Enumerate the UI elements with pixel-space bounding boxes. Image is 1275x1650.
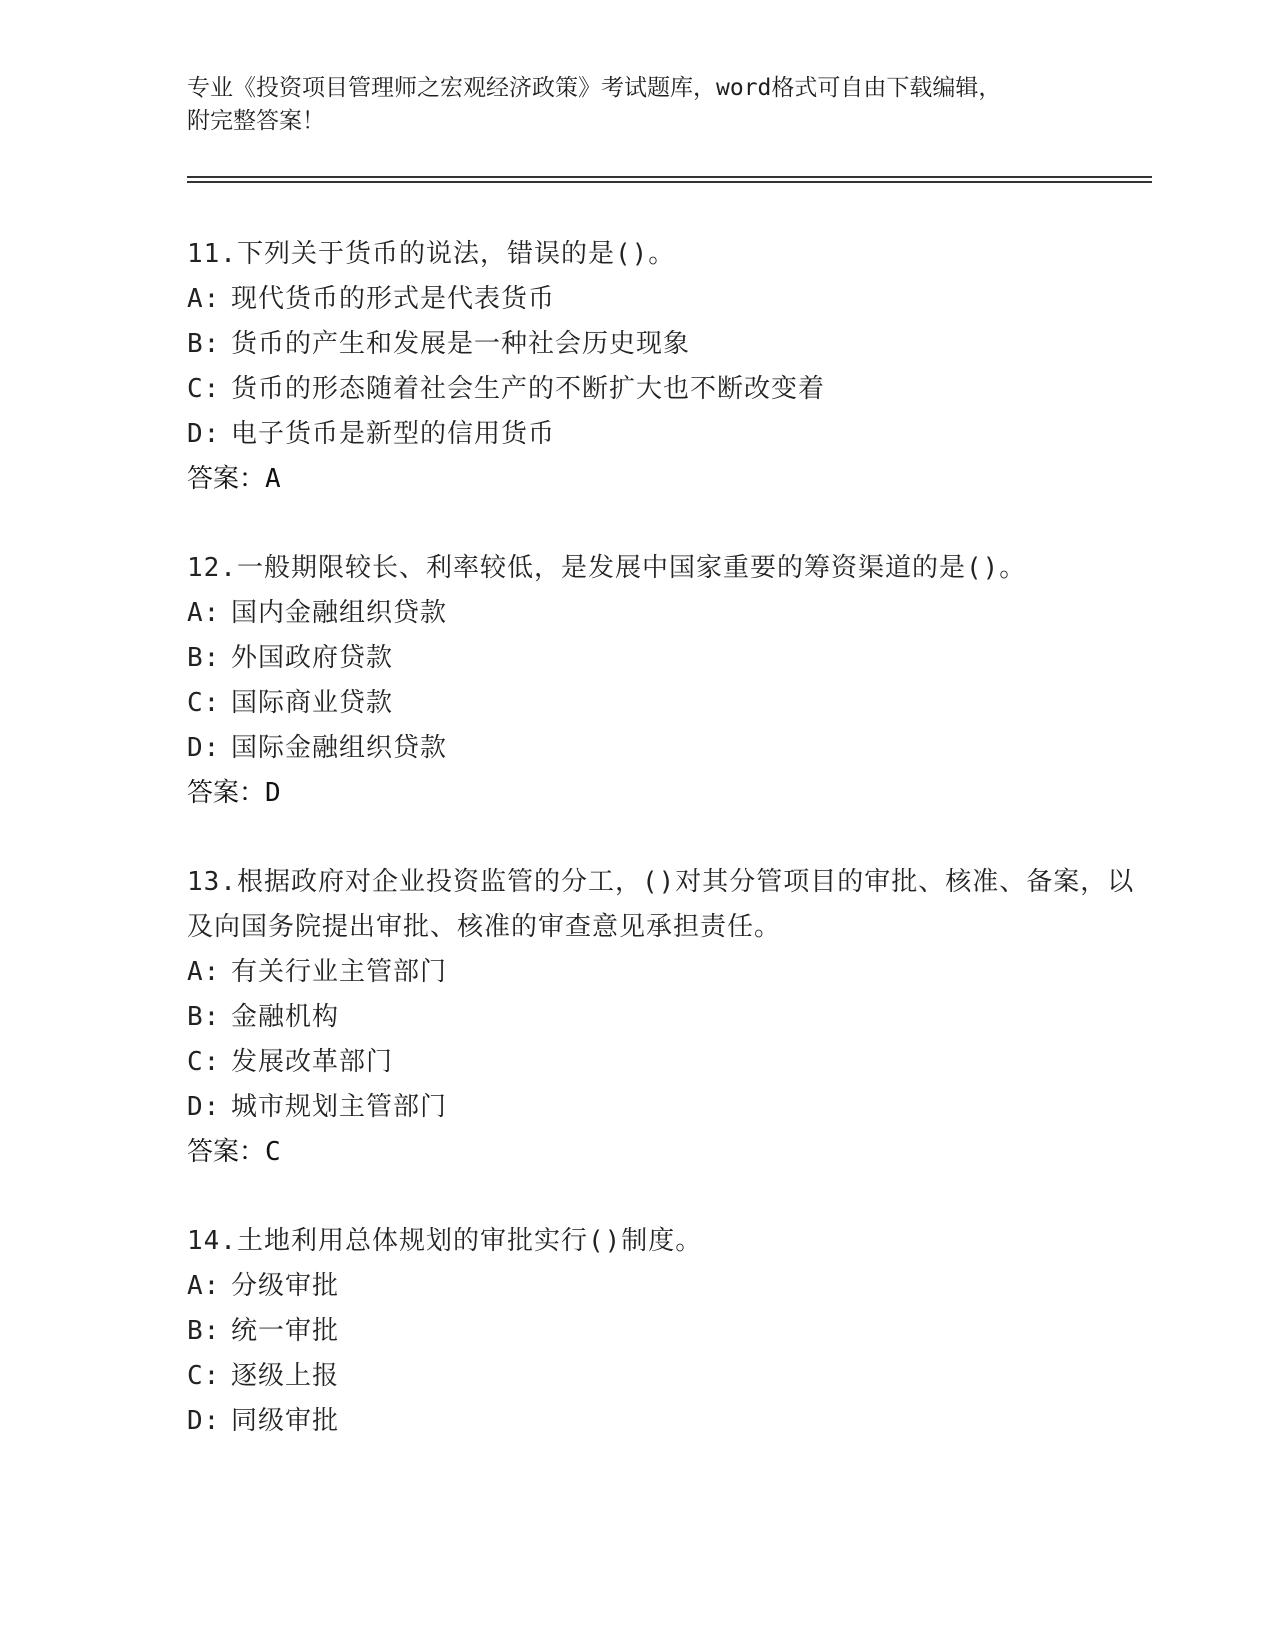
question-list <box>187 232 1147 1488</box>
option-text: 外国政府贷款 <box>231 643 394 673</box>
answer-line <box>187 457 1147 502</box>
option-letter: C: <box>187 1361 221 1391</box>
option-letter: A: <box>187 1271 221 1301</box>
question-11 <box>187 232 1147 502</box>
option-letter: C: <box>187 374 221 404</box>
option-text: 发展改革部门 <box>231 1047 394 1077</box>
option-text: 金融机构 <box>231 1002 340 1032</box>
option-letter: B: <box>187 329 221 359</box>
option-letter: D: <box>187 419 221 449</box>
header-divider-top <box>187 176 1152 178</box>
option-text: 城市规划主管部门 <box>231 1092 448 1122</box>
option-text: 国际商业贷款 <box>231 688 394 718</box>
option-text: 货币的产生和发展是一种社会历史现象 <box>231 329 691 359</box>
option-a <box>187 591 1147 636</box>
header-line-2: 附完整答案！ <box>187 108 325 134</box>
option-letter: C: <box>187 688 221 718</box>
option-b <box>187 636 1147 681</box>
answer-label: 答案： <box>187 778 266 808</box>
option-letter: D: <box>187 1406 221 1436</box>
answer-line <box>187 771 1147 816</box>
option-letter: B: <box>187 1002 221 1032</box>
option-letter: C: <box>187 1047 221 1077</box>
option-letter: A: <box>187 284 221 314</box>
answer-line <box>187 1130 1147 1175</box>
option-a <box>187 950 1147 995</box>
option-letter: B: <box>187 643 221 673</box>
option-d <box>187 1399 1147 1444</box>
option-text: 国际金融组织贷款 <box>231 733 448 763</box>
option-b <box>187 322 1147 367</box>
header-line-1: 专业《投资项目管理师之宏观经济政策》考试题库，word格式可自由下载编辑， <box>187 75 1002 101</box>
option-c <box>187 681 1147 726</box>
option-text: 电子货币是新型的信用货币 <box>231 419 556 449</box>
question-13 <box>187 860 1147 1175</box>
option-letter: D: <box>187 1092 221 1122</box>
option-d <box>187 726 1147 771</box>
option-d <box>187 1085 1147 1130</box>
document-header <box>187 72 1087 138</box>
option-text: 国内金融组织贷款 <box>231 598 448 628</box>
answer-label: 答案： <box>187 1137 266 1167</box>
option-text: 统一审批 <box>231 1316 340 1346</box>
option-d <box>187 412 1147 457</box>
option-a <box>187 277 1147 322</box>
question-stem: 13.根据政府对企业投资监管的分工，()对其分管项目的审批、核准、备案，以及向国务院提出审批、核准的审查意见承担责任。 <box>187 867 1135 942</box>
option-text: 逐级上报 <box>231 1361 340 1391</box>
option-letter: D: <box>187 733 221 763</box>
question-12 <box>187 546 1147 816</box>
question-stem: 14.土地利用总体规划的审批实行()制度。 <box>187 1226 703 1256</box>
option-letter: A: <box>187 957 221 987</box>
option-text: 现代货币的形式是代表货币 <box>231 284 556 314</box>
header-divider-bottom <box>187 181 1152 183</box>
option-b <box>187 1309 1147 1354</box>
question-14 <box>187 1219 1147 1444</box>
answer-value: C <box>265 1137 281 1167</box>
option-text: 同级审批 <box>231 1406 340 1436</box>
option-letter: A: <box>187 598 221 628</box>
question-stem: 12.一般期限较长、利率较低，是发展中国家重要的筹资渠道的是()。 <box>187 553 1027 583</box>
option-text: 分级审批 <box>231 1271 340 1301</box>
option-a <box>187 1264 1147 1309</box>
option-b <box>187 995 1147 1040</box>
option-text: 有关行业主管部门 <box>231 957 448 987</box>
option-c <box>187 367 1147 412</box>
question-stem: 11.下列关于货币的说法，错误的是()。 <box>187 239 676 269</box>
option-c <box>187 1354 1147 1399</box>
answer-value: A <box>265 464 281 494</box>
option-c <box>187 1040 1147 1085</box>
answer-label: 答案： <box>187 464 266 494</box>
option-text: 货币的形态随着社会生产的不断扩大也不断改变着 <box>231 374 826 404</box>
option-letter: B: <box>187 1316 221 1346</box>
answer-value: D <box>265 778 281 808</box>
